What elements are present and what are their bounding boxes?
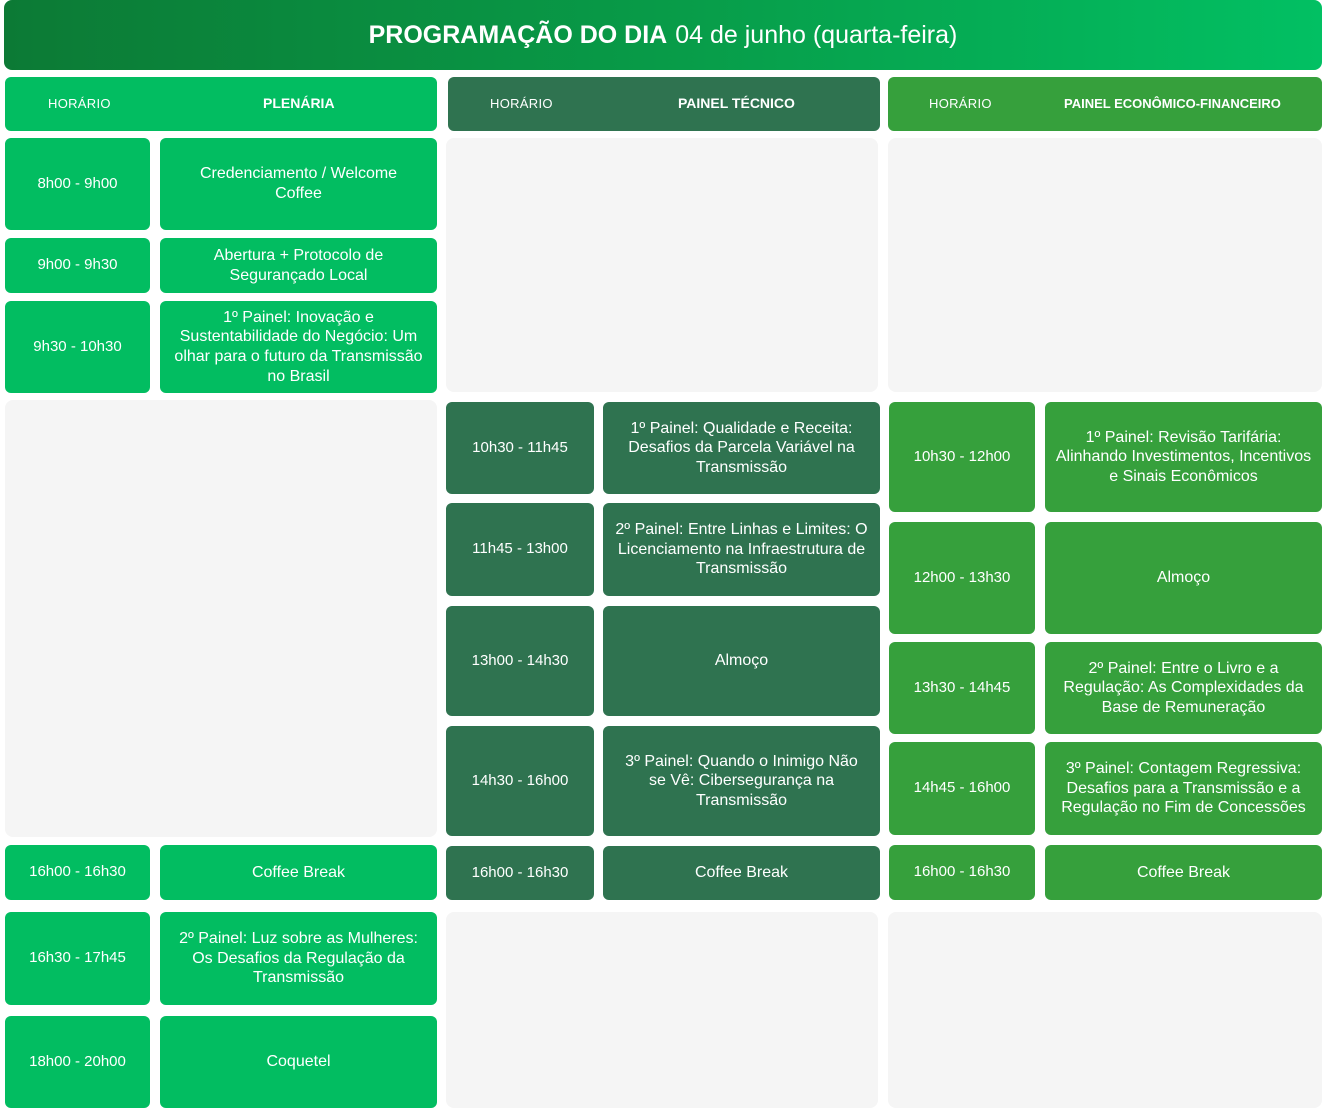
header-painel-tecnico [448, 77, 880, 131]
header-painel-economico [888, 77, 1322, 131]
session-title: 2º Painel: Luz sobre as Mulheres: Os Desafios da Regulação da Transmissão [160, 912, 437, 1005]
horario-label: HORÁRIO [48, 96, 111, 112]
title-bold: PROGRAMAÇÃO DO DIA [368, 20, 668, 49]
session-title: 3º Painel: Quando o Inimigo Não se Vê: Cibersegurança na Transmissão [603, 726, 880, 836]
session-time: 16h00 - 16h30 [446, 846, 594, 900]
session-title: 2º Painel: Entre o Livro e a Regulação: As Complexidades da Base de Remuneração [1045, 642, 1322, 734]
page-title [4, 0, 1322, 70]
session-title: Almoço [603, 606, 880, 716]
session-time: 10h30 - 11h45 [446, 402, 594, 494]
horario-label: HORÁRIO [929, 96, 992, 112]
empty-slot [5, 400, 437, 837]
session-title: Abertura + Protocolo de Segurançado Local [160, 238, 437, 293]
empty-slot [446, 138, 878, 392]
header-plenaria [5, 77, 437, 131]
session-time: 16h30 - 17h45 [5, 912, 150, 1005]
session-title: Credenciamento / Welcome Coffee [160, 138, 437, 230]
empty-slot [446, 912, 878, 1108]
session-title: 3º Painel: Contagem Regressiva: Desafios para a Transmissão e a Regulação no Fim de Concessões [1045, 742, 1322, 835]
empty-slot [888, 912, 1322, 1108]
title-date: 04 de junho (quarta-feira) [675, 20, 958, 49]
column-title: PAINEL TÉCNICO [678, 95, 795, 112]
column-title: PLENÁRIA [263, 95, 335, 112]
session-title: 1º Painel: Inovação e Sustentabilidade do Negócio: Um olhar para o futuro da Transmissão no Brasil [160, 301, 437, 393]
session-title: Almoço [1045, 522, 1322, 634]
session-time: 9h30 - 10h30 [5, 301, 150, 393]
session-time: 9h00 - 9h30 [5, 238, 150, 293]
session-time: 10h30 - 12h00 [889, 402, 1035, 512]
horario-label: HORÁRIO [490, 96, 553, 112]
session-time: 13h00 - 14h30 [446, 606, 594, 716]
session-title: 1º Painel: Qualidade e Receita: Desafios da Parcela Variável na Transmissão [603, 402, 880, 494]
session-title: 2º Painel: Entre Linhas e Limites: O Licenciamento na Infraestrutura de Transmissão [603, 503, 880, 596]
session-title: Coffee Break [160, 845, 437, 900]
session-time: 11h45 - 13h00 [446, 503, 594, 596]
session-time: 14h30 - 16h00 [446, 726, 594, 836]
session-title: Coffee Break [1045, 845, 1322, 900]
column-title: PAINEL ECONÔMICO-FINANCEIRO [1064, 96, 1281, 112]
session-time: 16h00 - 16h30 [889, 845, 1035, 900]
session-time: 18h00 - 20h00 [5, 1016, 150, 1108]
session-time: 12h00 - 13h30 [889, 522, 1035, 634]
session-title: Coffee Break [603, 846, 880, 900]
session-title: 1º Painel: Revisão Tarifária: Alinhando Investimentos, Incentivos e Sinais Econômicos [1045, 402, 1322, 512]
empty-slot [888, 138, 1322, 392]
session-title: Coquetel [160, 1016, 437, 1108]
session-time: 8h00 - 9h00 [5, 138, 150, 230]
session-time: 16h00 - 16h30 [5, 845, 150, 900]
session-time: 14h45 - 16h00 [889, 742, 1035, 835]
session-time: 13h30 - 14h45 [889, 642, 1035, 734]
